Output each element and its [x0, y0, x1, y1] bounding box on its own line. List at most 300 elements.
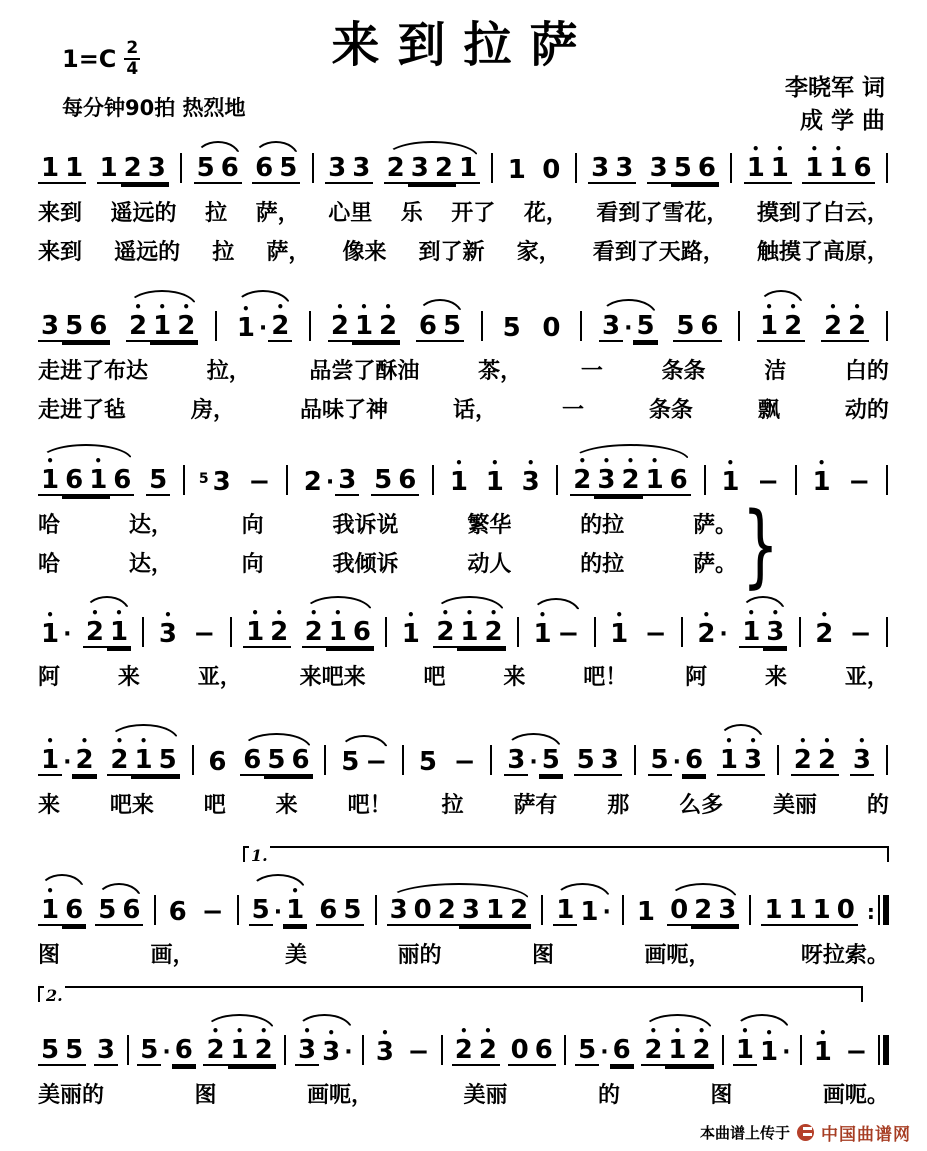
slur-group [240, 731, 312, 776]
lyric-syllable: 来 [117, 665, 140, 690]
note: 1 [507, 154, 526, 185]
slur-group [739, 594, 787, 648]
note-group [373, 1014, 397, 1066]
note: 3 [38, 313, 62, 342]
lyric-line [38, 788, 889, 819]
note: 6 [610, 1037, 634, 1066]
note: 6 [208, 746, 227, 777]
note-group [575, 1021, 634, 1066]
note: 5 [276, 155, 300, 184]
note: 2 [303, 466, 322, 497]
music-system [38, 600, 889, 691]
octave-dot: • [381, 1025, 389, 1040]
lyric-syllable: 触摸了高原， [756, 240, 889, 265]
note: • 1 [768, 146, 792, 184]
slur-group [387, 881, 532, 926]
octave-dot: • [702, 607, 711, 622]
lyric-syllable: 阿 [685, 665, 708, 690]
dash-note: − [365, 746, 388, 777]
note-group [843, 1023, 871, 1066]
dash-note: − [453, 746, 476, 777]
note: • 2 [126, 304, 150, 342]
note-group [137, 1021, 196, 1066]
note: • 1 [665, 1028, 689, 1066]
note: • 1 [533, 607, 552, 649]
note: 6 [240, 747, 264, 776]
lyric-syllable: 繁华 [467, 513, 512, 538]
slur-group [38, 872, 86, 926]
note: • 1 [744, 146, 768, 184]
note: 3 [459, 897, 483, 926]
barline [704, 465, 706, 495]
rest-note: 0 [542, 154, 561, 185]
note: • 1 [449, 455, 468, 497]
note: 3 [325, 155, 349, 184]
note: 6 [682, 747, 706, 776]
lyric-syllable: 白的 [844, 359, 889, 384]
note: 5 [156, 747, 180, 776]
note: 1 [38, 155, 62, 184]
note: 5 [648, 747, 672, 776]
note: 6 [86, 313, 110, 342]
octave-dot: • [799, 733, 807, 748]
note: 5 [418, 746, 437, 777]
note: • 2 [72, 738, 96, 776]
barline [385, 617, 387, 647]
music-site-logo-icon [797, 1124, 814, 1141]
lyric-line [38, 196, 889, 227]
note: • 2 [570, 458, 594, 496]
note-group [821, 288, 869, 342]
barline [799, 617, 801, 647]
note: 3 [647, 155, 671, 184]
site-name: 中国曲谱网 [821, 1125, 911, 1145]
lyric-syllable: 画呃， [644, 943, 711, 968]
octave-dot: • [489, 605, 498, 620]
lyric-syllable: 来 [503, 665, 526, 690]
note: 5 [633, 313, 657, 342]
note: • 2 [690, 1028, 714, 1066]
lyric-syllable: 拉 [441, 793, 464, 818]
lyric-syllable: 萨， [255, 201, 300, 226]
note-group [508, 1021, 556, 1066]
dash-note: − [849, 618, 872, 649]
note: • 1 [243, 610, 267, 648]
octave-dot: • [789, 299, 797, 314]
slur-group [338, 733, 390, 776]
lyric-syllable: 我倾诉 [332, 552, 399, 577]
octave-dot: • [650, 453, 659, 468]
octave-dot: • [115, 733, 124, 748]
octave-dot: • [235, 1023, 244, 1038]
lyric-syllable: 丽的 [397, 943, 442, 968]
lyric-syllable: 一 [580, 359, 603, 384]
note: 3 [599, 313, 623, 342]
note: • 1 [643, 458, 667, 496]
barline [215, 311, 217, 341]
note-group [810, 444, 834, 496]
note: 6 [350, 619, 374, 648]
octave-dot: • [46, 453, 54, 468]
note: • 1 [812, 455, 831, 497]
lyric-syllable: 阿 [38, 665, 61, 690]
lyric-syllable: 美丽 [463, 1083, 508, 1108]
lyric-syllable: 茶， [478, 359, 523, 384]
rest-note: 0 [834, 897, 858, 926]
lyric-syllable: 条条 [661, 359, 706, 384]
lyric-syllable: 哈 [38, 513, 61, 538]
time-signature-denominator: 4 [126, 59, 139, 79]
note: 2 [121, 155, 145, 184]
note: 6 [172, 1037, 196, 1066]
octave-dot: • [578, 453, 587, 468]
note: • 1 [733, 1028, 757, 1066]
note: • 1 [38, 738, 62, 776]
barline [777, 745, 779, 775]
lyric-syllable: 画， [150, 943, 195, 968]
note: 5 [264, 747, 288, 776]
note-group [519, 444, 543, 496]
note: • 2 [267, 610, 291, 648]
credits [785, 72, 885, 139]
note: • 2 [252, 1028, 276, 1066]
slur-group [530, 596, 582, 648]
music-system [38, 728, 889, 819]
barline [575, 153, 577, 183]
lyric-syllable: 走进了毡 [38, 398, 127, 423]
octave-dot: • [747, 605, 756, 620]
note: • 1 [107, 610, 131, 648]
note: • 3 [295, 1028, 319, 1066]
note: 2 [507, 897, 531, 926]
lyric-syllable: 看到了雪花， [596, 201, 729, 226]
lyric-syllable: 的 [597, 1083, 620, 1108]
lyric-syllable: 吧 [203, 793, 226, 818]
note: • 1 [86, 458, 110, 496]
octave-dot: • [327, 1025, 336, 1040]
augmentation-dot: · [624, 316, 633, 341]
note-group [38, 596, 72, 648]
dash-note: − [407, 1036, 430, 1067]
octave-dot: • [94, 453, 103, 468]
lyric-syllable: 乐 [400, 201, 423, 226]
note: • 2 [815, 738, 839, 776]
note: • 2 [433, 610, 457, 648]
octave-dot: • [817, 455, 826, 470]
note-group [447, 444, 471, 496]
barline [681, 617, 683, 647]
verse-brace: } [742, 492, 779, 598]
note-group [94, 1021, 118, 1066]
barline [286, 465, 288, 495]
note: 5 [671, 155, 695, 184]
lyric-syllable: 心里 [328, 201, 373, 226]
octave-dot: • [336, 299, 344, 314]
octave-dot: • [741, 1023, 749, 1038]
octave-dot: • [164, 607, 172, 622]
octave-dot: • [775, 141, 784, 156]
note: • 1 [826, 146, 850, 184]
notation-row [38, 1018, 889, 1066]
note: • 2 [302, 610, 326, 648]
octave-dot: • [115, 605, 123, 620]
note: 1 [62, 155, 86, 184]
augmentation-dot: · [63, 750, 72, 775]
music-system [38, 448, 889, 598]
note: 3 [588, 155, 612, 184]
augmentation-dot: · [602, 900, 611, 925]
octave-dot: • [46, 883, 54, 898]
dash-note: − [557, 618, 580, 649]
octave-dot: • [490, 455, 499, 470]
note-group [647, 139, 719, 184]
note-group [451, 733, 479, 776]
note-group [802, 130, 874, 184]
barline [738, 311, 740, 341]
barline [795, 465, 797, 495]
repeat-end-barline: : [867, 895, 889, 925]
lyric-syllable: 呀拉索。 [800, 943, 889, 968]
lyricist-credit: 李晓军 词 [784, 75, 885, 101]
barline [402, 745, 404, 775]
note: 6 [168, 896, 187, 927]
note: 2 [384, 155, 408, 184]
note-group [574, 731, 622, 776]
barline [183, 465, 185, 495]
rest-note: 0 [508, 1037, 532, 1066]
slur-group [717, 722, 765, 776]
note: 1 [786, 897, 810, 926]
note: • 2 [328, 304, 352, 342]
lyric-syllable: 来 [765, 665, 788, 690]
barline [192, 745, 194, 775]
lyric-syllable: 条条 [648, 398, 693, 423]
augmentation-dot: · [529, 750, 538, 775]
lyric-syllable: 话， [452, 398, 497, 423]
lyric-syllable: 达， [128, 552, 173, 577]
note-group [483, 444, 507, 496]
lyric-syllable: 来到 [38, 201, 83, 226]
octave-dot: • [134, 299, 142, 314]
note: • 1 [283, 888, 307, 926]
rest-note: 0 [542, 312, 561, 343]
slur-group [83, 594, 131, 648]
barline [886, 465, 888, 495]
octave-dot: • [765, 299, 773, 314]
note: 6 [316, 897, 340, 926]
barline [556, 465, 558, 495]
barline [180, 153, 182, 183]
note: 3 [145, 155, 169, 184]
dash-note: − [201, 896, 224, 927]
note: 3 [94, 1037, 118, 1066]
volta-bracket [243, 846, 889, 865]
octave-dot: • [46, 733, 54, 748]
note: 5 [38, 1037, 62, 1066]
barline [441, 1035, 443, 1065]
slur-group [757, 288, 805, 342]
song-title: 来到拉萨 [331, 17, 596, 73]
lyric-syllable: 图 [531, 943, 554, 968]
octave-dot: • [276, 299, 285, 314]
octave-dot: • [771, 605, 780, 620]
note-group [328, 288, 400, 342]
barline [541, 895, 543, 925]
lyric-syllable: 美丽 [773, 793, 818, 818]
barline [375, 895, 377, 925]
barline [730, 153, 732, 183]
notation-row [38, 600, 889, 648]
note: 6 [119, 897, 143, 926]
note-group [452, 1012, 500, 1066]
dash-note: − [248, 466, 271, 497]
lyric-syllable: 么多 [679, 793, 724, 818]
note: • 2 [618, 458, 642, 496]
octave-dot: • [303, 1023, 311, 1038]
note-group [38, 722, 97, 776]
octave-dot: • [139, 733, 148, 748]
note-group [588, 139, 636, 184]
note-group [744, 130, 792, 184]
note-group [156, 596, 180, 648]
note: 1 [456, 155, 480, 184]
octave-dot: • [158, 299, 166, 314]
note: 6 [110, 467, 134, 496]
octave-dot: • [80, 733, 89, 748]
augmentation-dot: · [600, 1040, 609, 1065]
volta-label: 2. [46, 986, 63, 1005]
lyric-syllable: 洁 [764, 359, 787, 384]
volta-label: 1. [251, 846, 268, 865]
note: • 1 [41, 607, 60, 649]
note-group [245, 453, 273, 496]
lyric-syllable: 摸到了白云， [756, 201, 889, 226]
lyric-line [38, 660, 889, 691]
note-group [673, 297, 721, 342]
octave-dot: • [834, 141, 843, 156]
octave-dot: • [765, 1025, 773, 1040]
note: • 1 [717, 738, 741, 776]
note: • 1 [757, 304, 781, 342]
time-signature [124, 40, 140, 78]
note-group [38, 1021, 86, 1066]
lyric-syllable: 遥远的 [114, 240, 181, 265]
note: • 1 [131, 738, 155, 776]
octave-dot: • [182, 299, 191, 314]
note: • 1 [721, 455, 740, 497]
note-group [243, 594, 291, 648]
octave-dot: • [211, 1023, 220, 1038]
slur-group [126, 288, 198, 342]
lyric-syllable: 的拉 [580, 513, 625, 538]
slur-group [733, 1012, 792, 1066]
note: • 2 [268, 304, 292, 342]
note-group [845, 453, 873, 496]
note: 6 [697, 313, 721, 342]
augmentation-dot: · [162, 1040, 171, 1065]
note-group [607, 596, 631, 648]
lyric-syllable: 吧！ [347, 793, 392, 818]
note: • 1 [610, 607, 629, 649]
notation-row [38, 728, 889, 776]
dash-note: − [757, 466, 779, 497]
note-group [847, 605, 875, 648]
dash-note: − [193, 618, 216, 649]
note: • 2 [791, 738, 815, 776]
lyric-syllable: 一 [561, 398, 584, 423]
note: 6 [252, 155, 276, 184]
slur-group [302, 594, 374, 648]
lyric-line [38, 938, 889, 969]
note: 5 [440, 313, 464, 342]
note: 5 [673, 313, 697, 342]
barline [362, 1035, 364, 1065]
note: • 2 [83, 610, 107, 648]
note-group [648, 731, 707, 776]
barline [309, 311, 311, 341]
lyric-syllable: 萨， [266, 240, 311, 265]
grace-note: 5 [198, 471, 209, 488]
notation-row [38, 136, 889, 184]
music-system [38, 294, 889, 424]
note: • 2 [641, 1028, 665, 1066]
octave-dot: • [91, 605, 99, 620]
lyric-syllable: 拉 [205, 201, 228, 226]
note: 5 [137, 1037, 161, 1066]
lyric-syllable: 向 [241, 513, 264, 538]
slur-group [38, 442, 134, 496]
note: • 3 [158, 607, 177, 649]
lyric-syllable: 那 [607, 793, 630, 818]
octave-dot: • [259, 1023, 268, 1038]
lyric-syllable: 拉， [206, 359, 251, 384]
slur-group [203, 1012, 275, 1066]
note-group [38, 139, 86, 184]
notation-row [38, 448, 889, 496]
octave-dot: • [441, 605, 450, 620]
note-group [38, 297, 110, 342]
lyric-syllable: 房， [190, 398, 235, 423]
watermark [700, 1120, 911, 1145]
barline [749, 895, 751, 925]
slur-group [570, 442, 690, 496]
octave-dot: • [455, 455, 463, 470]
note: 5 [574, 747, 598, 776]
note: 5 [371, 467, 395, 496]
note-group [694, 596, 728, 648]
music-system [38, 986, 889, 1109]
note: • 1 [38, 458, 62, 496]
note: 1 [553, 897, 577, 926]
time-signature-numerator: 2 [126, 38, 139, 58]
lyric-syllable: 图 [710, 1083, 733, 1108]
lyric-syllable: 美丽的 [38, 1083, 105, 1108]
octave-dot: • [309, 605, 318, 620]
lyric-line [38, 508, 737, 539]
barline [580, 311, 582, 341]
note-group [812, 596, 836, 648]
rest-note: 0 [411, 897, 435, 926]
barline [432, 465, 434, 495]
lyric-syllable: 家， [516, 240, 561, 265]
barline [564, 1035, 566, 1065]
note-group [198, 453, 234, 496]
note: 3 [408, 155, 432, 184]
lyric-syllable: 来 [275, 793, 298, 818]
lyric-syllable: 向 [241, 552, 264, 577]
lyric-syllable: 萨有 [513, 793, 558, 818]
note: 6 [62, 467, 86, 496]
